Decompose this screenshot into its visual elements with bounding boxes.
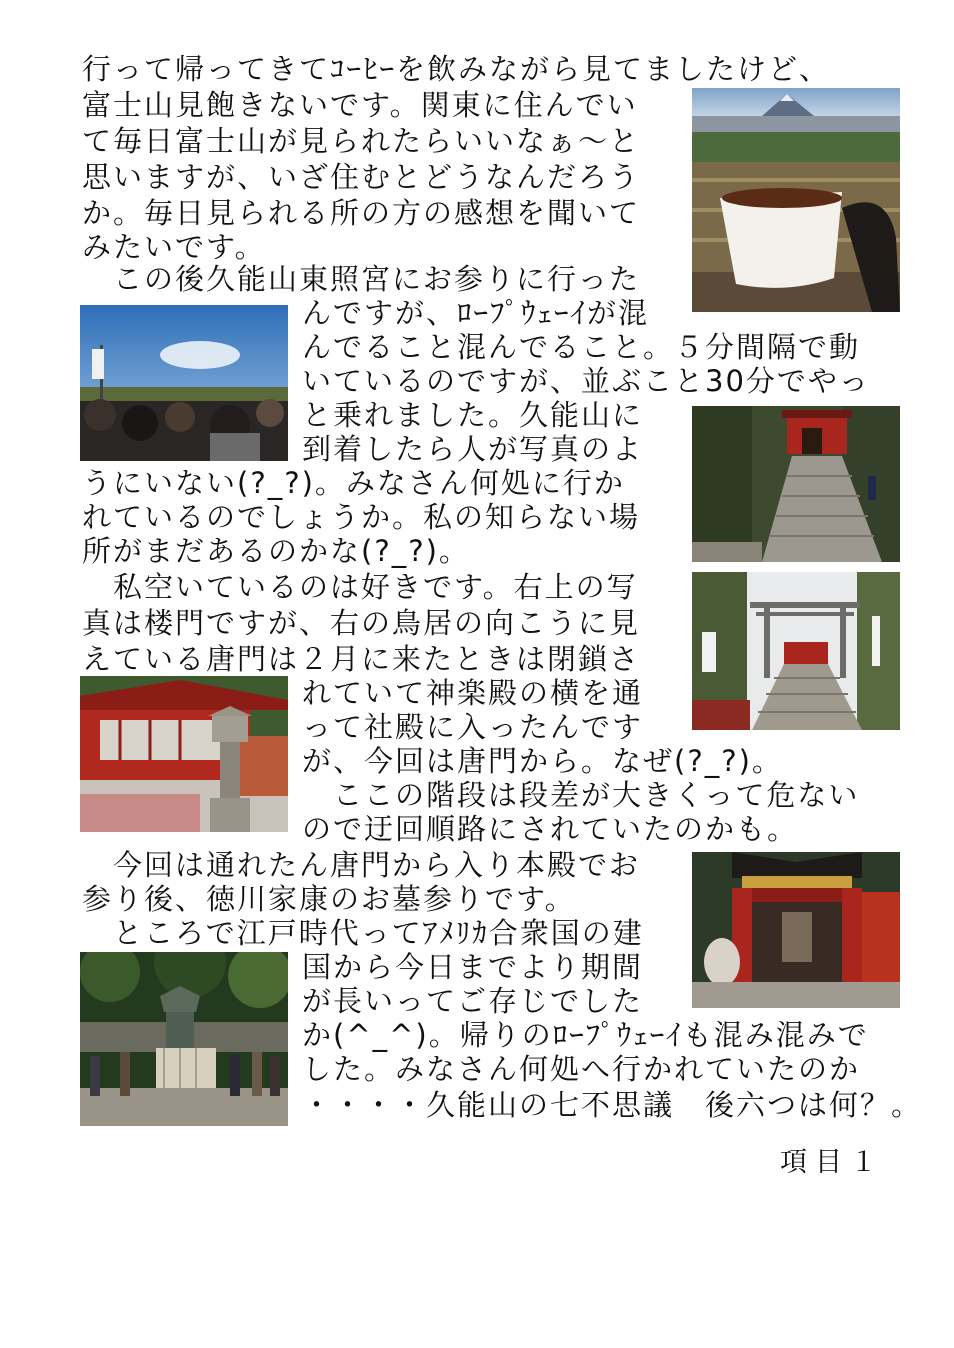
text-line: て毎日富士山が見られたらいいなぁ～と [82,124,641,158]
text-line: れていて神楽殿の横を通 [302,676,644,710]
text-line: えている唐門は２月に来たときは閉鎖さ [82,642,641,676]
photo-kaguraden-lantern [80,676,288,832]
text-line: した。みなさん何処へ行かれていたのか [302,1052,861,1086]
text-line: 参り後、徳川家康のお墓参りです。 [82,882,576,916]
text-line: いているのですが、並ぶこと30分でやっ [302,364,870,398]
photo-torii-stairs [692,572,900,730]
text-line: みたいです。 [82,230,266,264]
text-line: 到着したら人が写真のよ [302,432,644,466]
text-line: ここの階段は段差が大きくって危ない [302,778,860,812]
text-line: 富士山見飽きないです。関東に住んでい [82,88,638,122]
text-line: 行って帰ってきてｺｰﾋｰを飲みながら見てましたけど、 [82,52,831,86]
text-line: 国から今日までより期間 [302,950,644,984]
text-line: って社殿に入ったんです [302,710,644,744]
text-line: ところで江戸時代ってｱﾒﾘｶ合衆国の建 [82,916,644,950]
text-line: んですが、ﾛｰﾌﾟｳｪｰｲが混 [302,296,650,330]
text-line: ので迂回順路にされていたのかも。 [302,812,799,846]
text-line: 所がまだあるのかな(?_?)。 [82,534,470,568]
text-line: んでること混んでること。５分間隔で動 [302,330,861,364]
text-line: 真は楼門ですが、右の鳥居の向こうに見 [82,606,641,640]
photo-crowd-ropeway [80,305,288,461]
text-line: ・・・・久能山の七不思議 後六つは何？。 [302,1088,923,1122]
text-line: うにいない(?_?)。みなさん何処に行か [82,466,625,500]
page-label: 項目１ [780,1147,885,1178]
text-line: か。毎日見られる所の方の感想を聞いて [82,196,641,230]
text-line: が、今回は唐門から。なぜ(?_?)。 [302,744,783,778]
photo-karamon-gate [692,852,900,1008]
text-line: 今回は通れたん唐門から入り本殿でお [82,848,641,882]
text-line: か(^_^)。帰りのﾛｰﾌﾟｳｪｰｲも混み混みで [302,1018,869,1052]
text-line: れているのでしょうか。私の知らない場 [82,500,641,534]
text-line: この後久能山東照宮にお参りに行った [82,262,641,296]
text-line: が長いってご存じでした [302,984,644,1018]
text-line: 私空いているのは好きです。右上の写 [82,570,638,604]
photo-romon-stairs [692,406,900,562]
photo-fuji-coffee [692,88,900,312]
photo-ieyasu-tomb [80,952,288,1126]
text-line: と乗れました。久能山に [302,398,644,432]
text-line: 思いますが、いざ住むとどうなんだろう [82,160,641,194]
